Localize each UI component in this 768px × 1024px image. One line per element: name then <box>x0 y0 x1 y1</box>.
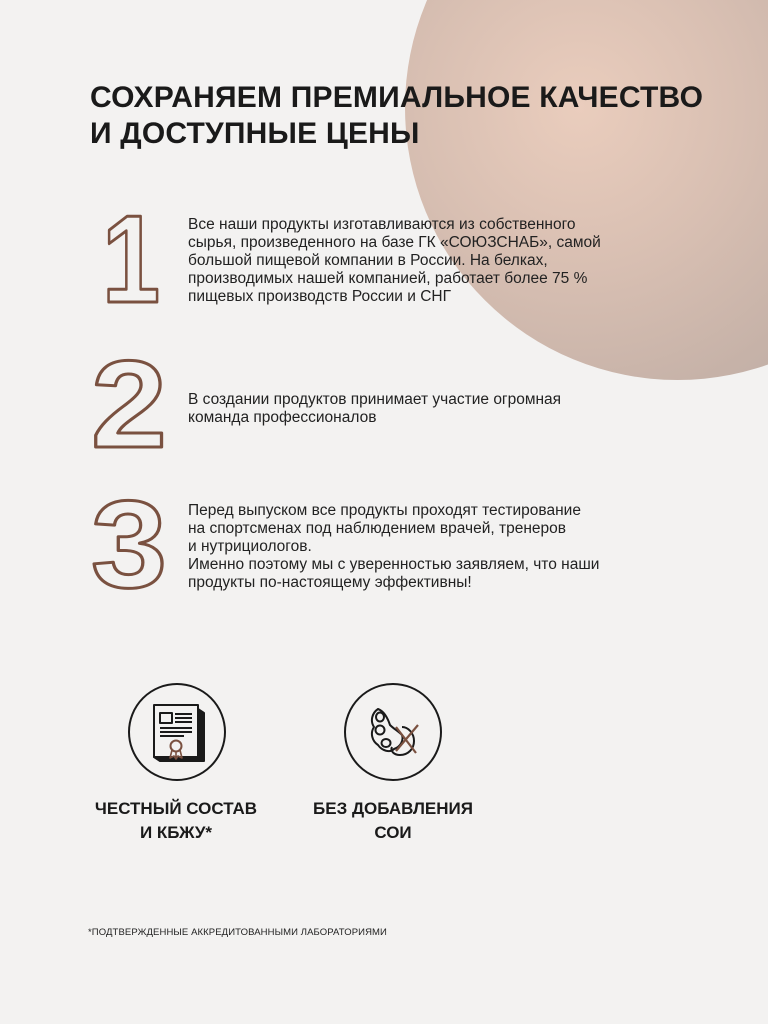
point-3-text <box>188 502 658 592</box>
footnote: *ПОДТВЕРЖДЕННЫЕ АККРЕДИТОВАННЫМИ ЛАБОРАТОРИЯМИ <box>88 927 387 938</box>
svg-text:3: 3 <box>91 476 167 614</box>
number-1-outline <box>96 191 166 329</box>
point-3-line-5: продукты по-настоящему эффективны! <box>188 574 472 591</box>
feature-label-no-soy <box>283 797 503 845</box>
point-1-line-1: Все наши продукты изготавливаются из собственного <box>188 216 576 233</box>
point-1-text <box>188 216 658 306</box>
feature-label-honest-composition <box>66 797 286 845</box>
point-2-line-2: команда профессионалов <box>188 409 377 426</box>
title-line-1: СОХРАНЯЕМ ПРЕМИАЛЬНОЕ КАЧЕСТВО <box>90 81 704 114</box>
feature-1-line-1: ЧЕСТНЫЙ СОСТАВ <box>94 799 258 818</box>
number-2-outline <box>88 336 170 474</box>
svg-text:2: 2 <box>91 336 167 474</box>
point-2-line-1: В создании продуктов принимает участие огромная <box>188 391 562 408</box>
number-3-outline <box>88 476 170 614</box>
point-1-line-3: большой пищевой компании в России. На белках, <box>188 252 548 269</box>
feature-1-line-2: И КБЖУ* <box>139 823 213 842</box>
point-1-line-4: производимых нашей компанией, работает более 75 % <box>188 270 588 287</box>
point-1-line-2: сырья, произведенного на базе ГК «СОЮЗСНАБ», самой <box>188 234 601 251</box>
point-3-line-1: Перед выпуском все продукты проходят тестирование <box>188 502 581 519</box>
page-title <box>90 80 710 152</box>
decorative-gradient-circle <box>405 0 768 380</box>
no-soy-icon <box>344 683 442 781</box>
point-1-line-5: пищевых производств России и СНГ <box>188 288 452 305</box>
svg-text:1: 1 <box>102 191 160 329</box>
certificate-icon <box>128 683 226 781</box>
feature-2-line-2: СОИ <box>374 823 412 842</box>
point-3-line-4: Именно поэтому мы с уверенностью заявляем, что наши <box>188 556 600 573</box>
feature-2-line-1: БЕЗ ДОБАВЛЕНИЯ <box>313 799 473 818</box>
point-3-line-2: на спортсменах под наблюдением врачей, тренеров <box>188 520 566 537</box>
point-3-line-3: и нутрициологов. <box>188 538 312 555</box>
point-2-text <box>188 391 658 427</box>
title-line-2: И ДОСТУПНЫЕ ЦЕНЫ <box>90 117 420 150</box>
